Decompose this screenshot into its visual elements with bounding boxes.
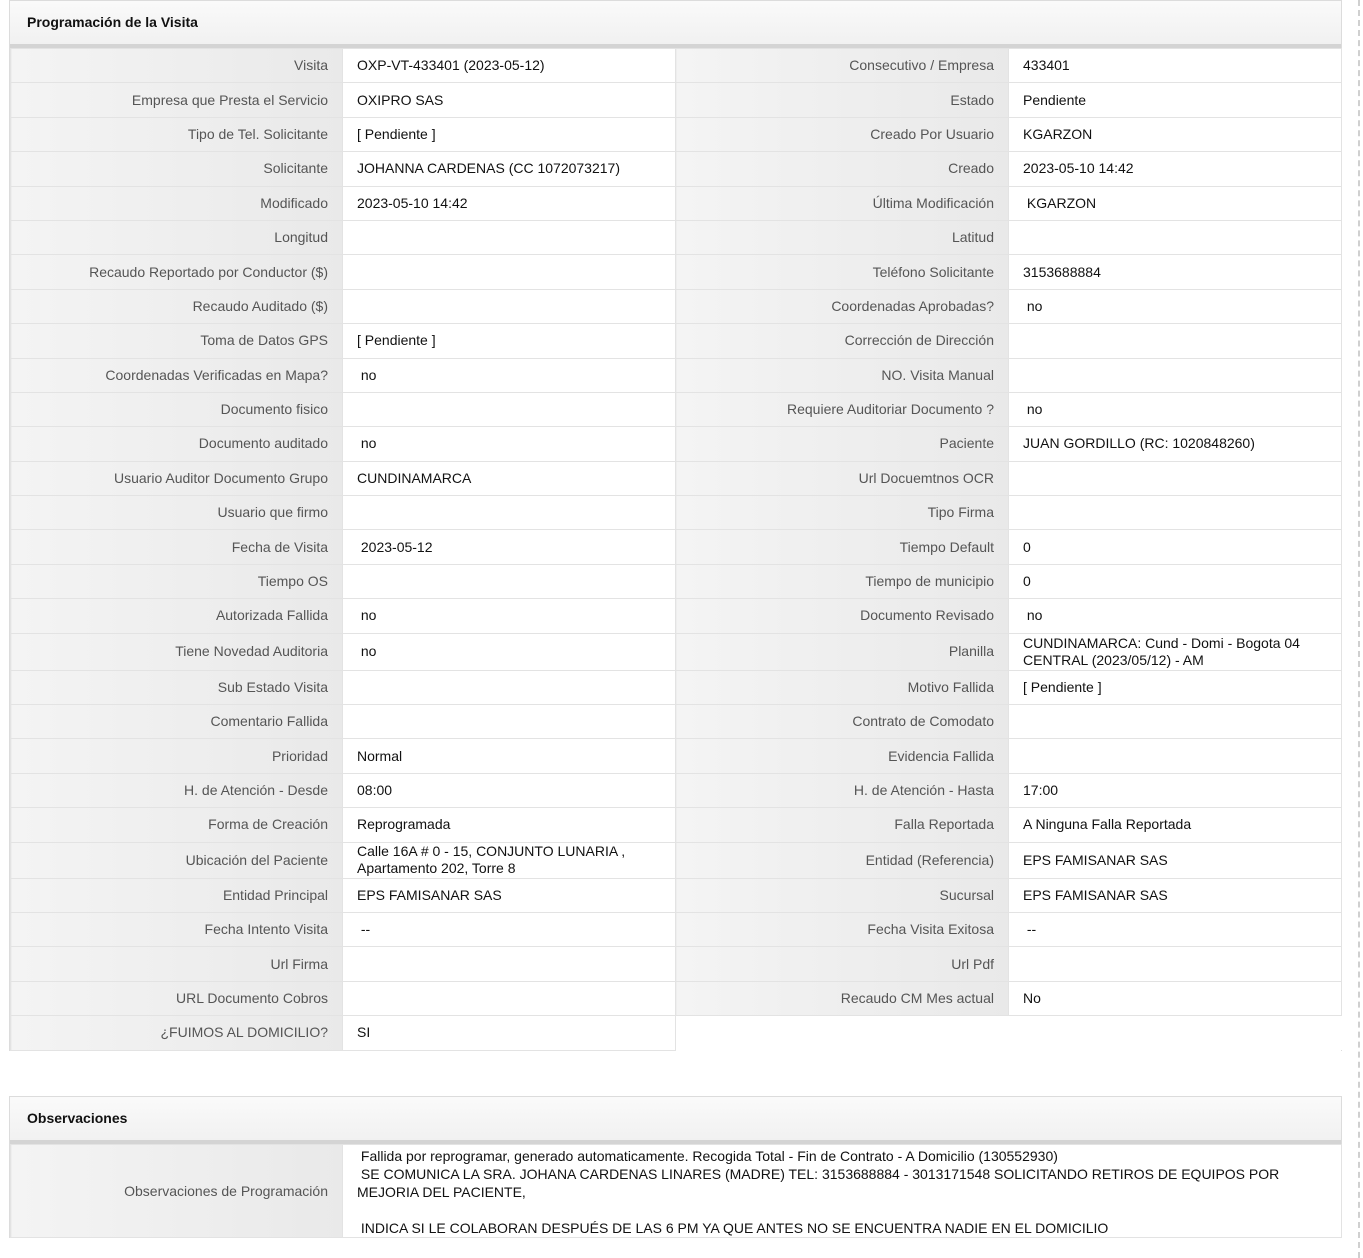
field-row: [11, 461, 1342, 495]
field-value: CUNDINAMARCA: Cund - Domi - Bogota 04 CENTRAL (2023/05/12) - AM: [1009, 633, 1342, 670]
field-value: 2023-05-12: [343, 530, 676, 564]
field-value: [343, 255, 676, 289]
field-value: no: [343, 358, 676, 392]
field-value: [343, 670, 676, 704]
field-row: [11, 808, 1342, 842]
field-label: Tiene Novedad Auditoria: [11, 633, 343, 670]
field-label: Recaudo Reportado por Conductor ($): [11, 255, 343, 289]
field-row: [11, 842, 1342, 878]
field-row: [11, 633, 1342, 670]
field-value: no: [1009, 599, 1342, 633]
field-row: [11, 427, 1342, 461]
field-row: [11, 739, 1342, 773]
field-value: [ Pendiente ]: [343, 117, 676, 151]
field-value: Pendiente: [1009, 83, 1342, 117]
field-value: [343, 564, 676, 598]
field-label: Estado: [676, 83, 1009, 117]
field-value: 0: [1009, 564, 1342, 598]
field-label: Autorizada Fallida: [11, 599, 343, 633]
observaciones-table: [10, 1144, 1342, 1238]
field-label: Recaudo CM Mes actual: [676, 981, 1009, 1015]
field-value: 17:00: [1009, 773, 1342, 807]
field-value: [ Pendiente ]: [1009, 670, 1342, 704]
field-row: [11, 392, 1342, 426]
field-label: Coordenadas Verificadas en Mapa?: [11, 358, 343, 392]
field-value: no: [343, 427, 676, 461]
field-label: Usuario que firmo: [11, 496, 343, 530]
field-label: Ubicación del Paciente: [11, 842, 343, 878]
field-value: [1009, 496, 1342, 530]
field-row: [11, 255, 1342, 289]
field-label: Toma de Datos GPS: [11, 324, 343, 358]
field-value: 2023-05-10 14:42: [1009, 152, 1342, 186]
observaciones-label: Observaciones de Programación: [11, 1145, 343, 1238]
field-label: Modificado: [11, 186, 343, 220]
field-value: 2023-05-10 14:42: [343, 186, 676, 220]
field-label: Longitud: [11, 220, 343, 254]
field-label: Documento auditado: [11, 427, 343, 461]
field-label: Usuario Auditor Documento Grupo: [11, 461, 343, 495]
field-value: Normal: [343, 739, 676, 773]
field-row: [11, 186, 1342, 220]
field-label: Entidad Principal: [11, 878, 343, 912]
field-value: [343, 220, 676, 254]
field-label: Documento fisico: [11, 392, 343, 426]
field-value: [343, 496, 676, 530]
field-row: [11, 1016, 1342, 1050]
field-label: Evidencia Fallida: [676, 739, 1009, 773]
programacion-table: [10, 48, 1342, 1051]
field-label: Tiempo OS: [11, 564, 343, 598]
field-value: [1009, 220, 1342, 254]
field-label: Teléfono Solicitante: [676, 255, 1009, 289]
field-label: Creado: [676, 152, 1009, 186]
field-label: Tiempo de municipio: [676, 564, 1009, 598]
field-value: [1009, 324, 1342, 358]
field-value: --: [1009, 912, 1342, 946]
field-label: Latitud: [676, 220, 1009, 254]
field-label: Sub Estado Visita: [11, 670, 343, 704]
field-value: [343, 947, 676, 981]
field-value: No: [1009, 981, 1342, 1015]
field-row: [11, 152, 1342, 186]
field-value: A Ninguna Falla Reportada: [1009, 808, 1342, 842]
field-value: SI: [343, 1016, 676, 1050]
field-label: Url Firma: [11, 947, 343, 981]
field-row: [11, 530, 1342, 564]
field-row: [11, 117, 1342, 151]
field-label: Forma de Creación: [11, 808, 343, 842]
field-value: no: [1009, 289, 1342, 323]
field-value: [343, 289, 676, 323]
field-label: Url Docuemtnos OCR: [676, 461, 1009, 495]
field-label: Visita: [11, 49, 343, 83]
field-value: [1009, 705, 1342, 739]
field-label: Corrección de Dirección: [676, 324, 1009, 358]
field-label: H. de Atención - Hasta: [676, 773, 1009, 807]
field-row: [11, 220, 1342, 254]
field-label: Tipo Firma: [676, 496, 1009, 530]
field-label: Fecha Intento Visita: [11, 912, 343, 946]
field-label: Requiere Auditoriar Documento ?: [676, 392, 1009, 426]
field-value: 0: [1009, 530, 1342, 564]
field-value: EPS FAMISANAR SAS: [1009, 842, 1342, 878]
field-label: Recaudo Auditado ($): [11, 289, 343, 323]
observaciones-row: [11, 1145, 1342, 1238]
field-value: KGARZON: [1009, 186, 1342, 220]
field-value: OXP-VT-433401 (2023-05-12): [343, 49, 676, 83]
field-value: EPS FAMISANAR SAS: [343, 878, 676, 912]
field-label: Fecha de Visita: [11, 530, 343, 564]
field-value: EPS FAMISANAR SAS: [1009, 878, 1342, 912]
field-label: Empresa que Presta el Servicio: [11, 83, 343, 117]
field-value: JOHANNA CARDENAS (CC 1072073217): [343, 152, 676, 186]
field-label: Tiempo Default: [676, 530, 1009, 564]
field-value: no: [1009, 392, 1342, 426]
field-label: Creado Por Usuario: [676, 117, 1009, 151]
field-value: Reprogramada: [343, 808, 676, 842]
field-label: Paciente: [676, 427, 1009, 461]
observaciones-panel: [9, 1096, 1342, 1238]
field-value: no: [343, 599, 676, 633]
field-label: URL Documento Cobros: [11, 981, 343, 1015]
field-row: [11, 324, 1342, 358]
field-value: [1009, 461, 1342, 495]
field-row: [11, 83, 1342, 117]
field-label: ¿FUIMOS AL DOMICILIO?: [11, 1016, 343, 1050]
field-row: [11, 947, 1342, 981]
field-row: [11, 705, 1342, 739]
field-value: JUAN GORDILLO (RC: 1020848260): [1009, 427, 1342, 461]
field-label: Consecutivo / Empresa: [676, 49, 1009, 83]
field-row: [11, 49, 1342, 83]
field-row: [11, 358, 1342, 392]
field-label: Fecha Visita Exitosa: [676, 912, 1009, 946]
field-value: OXIPRO SAS: [343, 83, 676, 117]
field-label: Motivo Fallida: [676, 670, 1009, 704]
field-label: Entidad (Referencia): [676, 842, 1009, 878]
field-label: Solicitante: [11, 152, 343, 186]
field-value: 3153688884: [1009, 255, 1342, 289]
field-value: [1009, 947, 1342, 981]
empty-cell: [676, 1016, 1342, 1050]
field-label: Coordenadas Aprobadas?: [676, 289, 1009, 323]
field-label: NO. Visita Manual: [676, 358, 1009, 392]
field-value: [ Pendiente ]: [343, 324, 676, 358]
field-value: [1009, 739, 1342, 773]
field-label: Última Modificación: [676, 186, 1009, 220]
field-value: KGARZON: [1009, 117, 1342, 151]
field-value: [343, 981, 676, 1015]
field-label: Contrato de Comodato: [676, 705, 1009, 739]
field-label: Tipo de Tel. Solicitante: [11, 117, 343, 151]
field-row: [11, 878, 1342, 912]
field-value: CUNDINAMARCA: [343, 461, 676, 495]
field-value: 08:00: [343, 773, 676, 807]
field-value: 433401: [1009, 49, 1342, 83]
field-row: [11, 496, 1342, 530]
field-label: Planilla: [676, 633, 1009, 670]
page-edge-divider: [1358, 0, 1360, 1258]
programacion-title: Programación de la Visita: [10, 1, 1341, 48]
field-row: [11, 981, 1342, 1015]
field-row: [11, 773, 1342, 807]
field-label: Documento Revisado: [676, 599, 1009, 633]
programacion-panel: [9, 0, 1342, 1051]
field-row: [11, 599, 1342, 633]
observaciones-text: Fallida por reprogramar, generado automaticamente. Recogida Total - Fin de Contrato - A Domicilio (130552930) SE COMUNICA LA SRA. JOHANA CARDENAS LINARES (MADRE) TEL: 3153688884 - 3013171548 SOLICITANDO RETIROS DE EQUIPOS POR MEJORIA DEL PACIENTE, INDICA SI LE COLABORAN DESPUÉS DE LAS 6 PM YA QUE ANTES NO SE ENCUENTRA NADIE EN EL DOMICILIO: [343, 1145, 1342, 1238]
field-row: [11, 289, 1342, 323]
field-value: [1009, 358, 1342, 392]
field-label: H. de Atención - Desde: [11, 773, 343, 807]
field-value: no: [343, 633, 676, 670]
field-label: Sucursal: [676, 878, 1009, 912]
field-label: Prioridad: [11, 739, 343, 773]
field-label: Falla Reportada: [676, 808, 1009, 842]
field-value: [343, 392, 676, 426]
field-value: Calle 16A # 0 - 15, CONJUNTO LUNARIA , Apartamento 202, Torre 8: [343, 842, 676, 878]
field-row: [11, 912, 1342, 946]
field-value: [343, 705, 676, 739]
observaciones-title: Observaciones: [10, 1097, 1341, 1144]
field-row: [11, 670, 1342, 704]
field-label: Comentario Fallida: [11, 705, 343, 739]
field-value: --: [343, 912, 676, 946]
field-label: Url Pdf: [676, 947, 1009, 981]
field-row: [11, 564, 1342, 598]
